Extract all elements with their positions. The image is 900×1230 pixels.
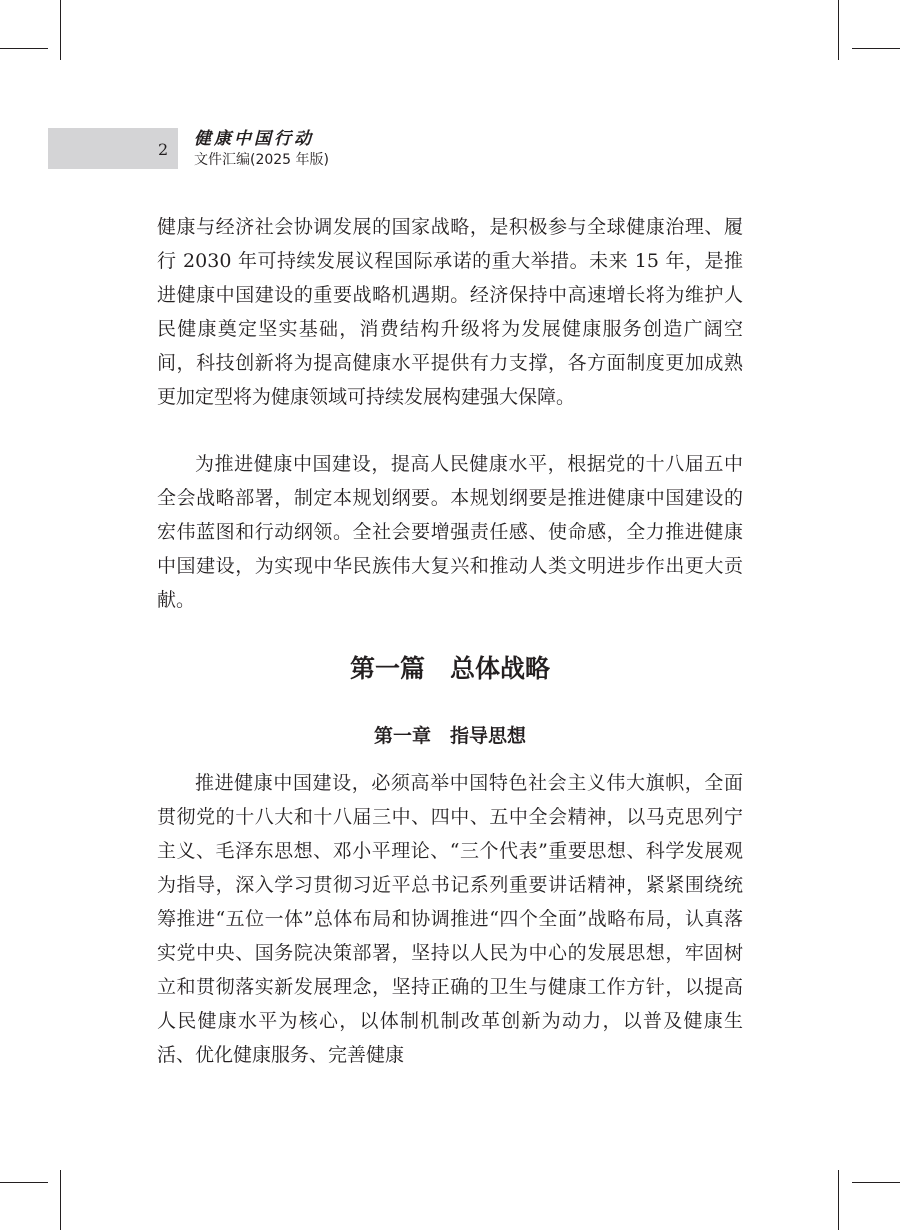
part-heading: 第一篇 总体战略	[349, 654, 550, 683]
paragraph-guiding-thought: 推进健康中国建设，必须高举中国特色社会主义伟大旗帜，全面贯彻党的十八大和十八届三中、四中、五中全会精神，以马克思列宁主义、毛泽东思想、邓小平理论、“三个代表”重要思想、科学发展观为指导，深入学习贯彻习近平总书记系列重要讲话精神，紧紧围绕统筹推进“五位一体”总体布局和协调推进“四个全面”战略布局，认真落实党中央、国务院决策部署，坚持以人民为中心的发展思想，牢固树立和贯彻落实新发展理念，坚持正确的卫生与健康工作方针，以提高人民健康水平为核心，以体制机制改革创新为动力，以普及健康生活、优化健康服务、完善健康	[157, 772, 743, 1066]
paragraph-continuation: 健康与经济社会协调发展的国家战略，是积极参与全球健康治理、履行 2030 年可持续发展议程国际承诺的重大举措。未来 15 年，是推进健康中国建设的重要战略机遇期。经济保持中高速增长将为维护人民健康奠定坚实基础，消费结构升级将为发展健康服务创造广阔空间，科技创新将为提高健康水平提供有力支撑，各方面制度更加成熟更加定型将为健康领域可持续发展构建强大保障。	[157, 216, 743, 408]
crop-mark	[838, 0, 839, 60]
crop-mark	[838, 1170, 839, 1230]
paragraph-purpose: 为推进健康中国建设，提高人民健康水平，根据党的十八届五中全会战略部署，制定本规划纲要。本规划纲要是推进健康中国建设的宏伟蓝图和行动纲领。全社会要增强责任感、使命感，全力推进健康中国建设，为实现中华民族伟大复兴和推动人类文明进步作出更大贡献。	[157, 453, 743, 611]
chapter-heading: 第一章 指导思想	[373, 725, 526, 747]
crop-mark	[852, 1182, 900, 1183]
running-subtitle: 文件汇编(2025 年版)	[194, 152, 330, 168]
crop-mark	[60, 0, 61, 60]
crop-mark	[852, 48, 900, 49]
crop-mark	[0, 48, 48, 49]
page-number: 2	[158, 140, 169, 159]
running-title: 健康中国行动	[194, 129, 314, 149]
crop-mark	[60, 1170, 61, 1230]
crop-mark	[0, 1182, 48, 1183]
